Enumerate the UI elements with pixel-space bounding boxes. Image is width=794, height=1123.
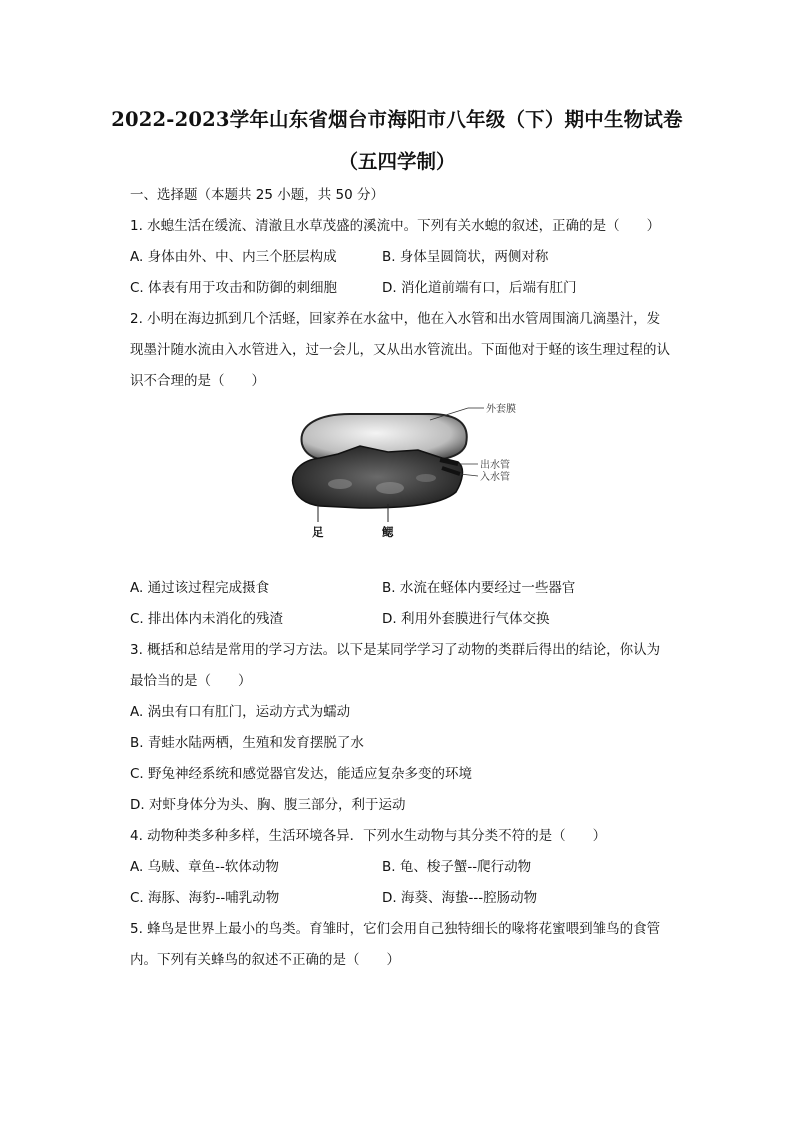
question-3-option-c: C. 野兔神经系统和感觉器官发达，能适应复杂多变的环境 [130, 766, 473, 782]
question-2-option-a: A. 通过该过程完成摄食 [130, 580, 270, 596]
question-4-option-b: B. 龟、梭子蟹--爬行动物 [382, 859, 532, 875]
question-3-option-b: B. 青蛙水陆两栖，生殖和发育摆脱了水 [130, 735, 364, 751]
question-4-option-c: C. 海豚、海豹--哺乳动物 [130, 890, 280, 906]
question-2-stem-line1: 2. 小明在海边抓到几个活蛏，回家养在水盆中，他在入水管和出水管周围滴几滴墨汁，发 [130, 311, 661, 327]
question-3-option-d: D. 对虾身体分为头、胸、腹三部分，利于运动 [130, 797, 406, 813]
razor-clam-diagram [280, 396, 530, 546]
question-2-stem-line2: 现墨汁随水流由入水管进入，过一会儿，又从出水管流出。下面他对于蛏的该生理过程的认 [130, 342, 670, 358]
label-inlet: 入水管 [480, 472, 510, 483]
question-1-option-a: A. 身体由外、中、内三个胚层构成 [130, 249, 337, 265]
question-4-stem: 4. 动物种类多种多样，生活环境各异．下列水生动物与其分类不符的是（ ） [130, 828, 607, 844]
question-1-option-b: B. 身体呈圆筒状，两侧对称 [382, 249, 549, 265]
question-2-option-c: C. 排出体内未消化的残渣 [130, 611, 284, 627]
question-4-option-d: D. 海葵、海蛰---腔肠动物 [382, 890, 538, 906]
question-1-option-c: C. 体表有用于攻击和防御的刺细胞 [130, 280, 338, 296]
question-2-option-b: B. 水流在蛏体内要经过一些器官 [382, 580, 576, 596]
question-1-option-d: D. 消化道前端有口，后端有肛门 [382, 280, 577, 296]
label-gill: 鳃 [382, 525, 394, 539]
label-mantle: 外套膜 [486, 404, 516, 415]
question-3-stem-line1: 3. 概括和总结是常用的学习方法。以下是某同学学习了动物的类群后得出的结论，你认为 [130, 642, 661, 658]
exam-title-line1: 2022-2023学年山东省烟台市海阳市八年级（下）期中生物试卷 [111, 108, 683, 131]
question-2-stem-line3: 识不合理的是（ ） [130, 373, 265, 389]
question-5-stem-line2: 内。下列有关蜂鸟的叙述不正确的是（ ） [130, 952, 400, 968]
question-1-stem: 1. 水螅生活在缓流、清澈且水草茂盛的溪流中。下列有关水螅的叙述，正确的是（ ） [130, 218, 661, 234]
clam-texture-1 [328, 479, 352, 489]
clam-texture-3 [416, 474, 436, 482]
question-2-option-d: D. 利用外套膜进行气体交换 [382, 611, 550, 627]
question-4-option-a: A. 乌贼、章鱼--软体动物 [130, 859, 279, 875]
label-foot: 足 [312, 525, 324, 539]
exam-title-line2: （五四学制） [338, 150, 456, 173]
question-5-stem-line1: 5. 蜂鸟是世界上最小的鸟类。育雏时，它们会用自己独特细长的喙将花蜜喂到雏鸟的食管 [130, 921, 661, 937]
label-outlet: 出水管 [480, 460, 510, 471]
question-3-stem-line2: 最恰当的是（ ） [130, 673, 252, 689]
clam-texture-2 [376, 482, 404, 494]
question-3-option-a: A. 涡虫有口有肛门，运动方式为蠕动 [130, 704, 351, 720]
section-heading: 一、选择题（本题共 25 小题，共 50 分） [130, 187, 385, 203]
